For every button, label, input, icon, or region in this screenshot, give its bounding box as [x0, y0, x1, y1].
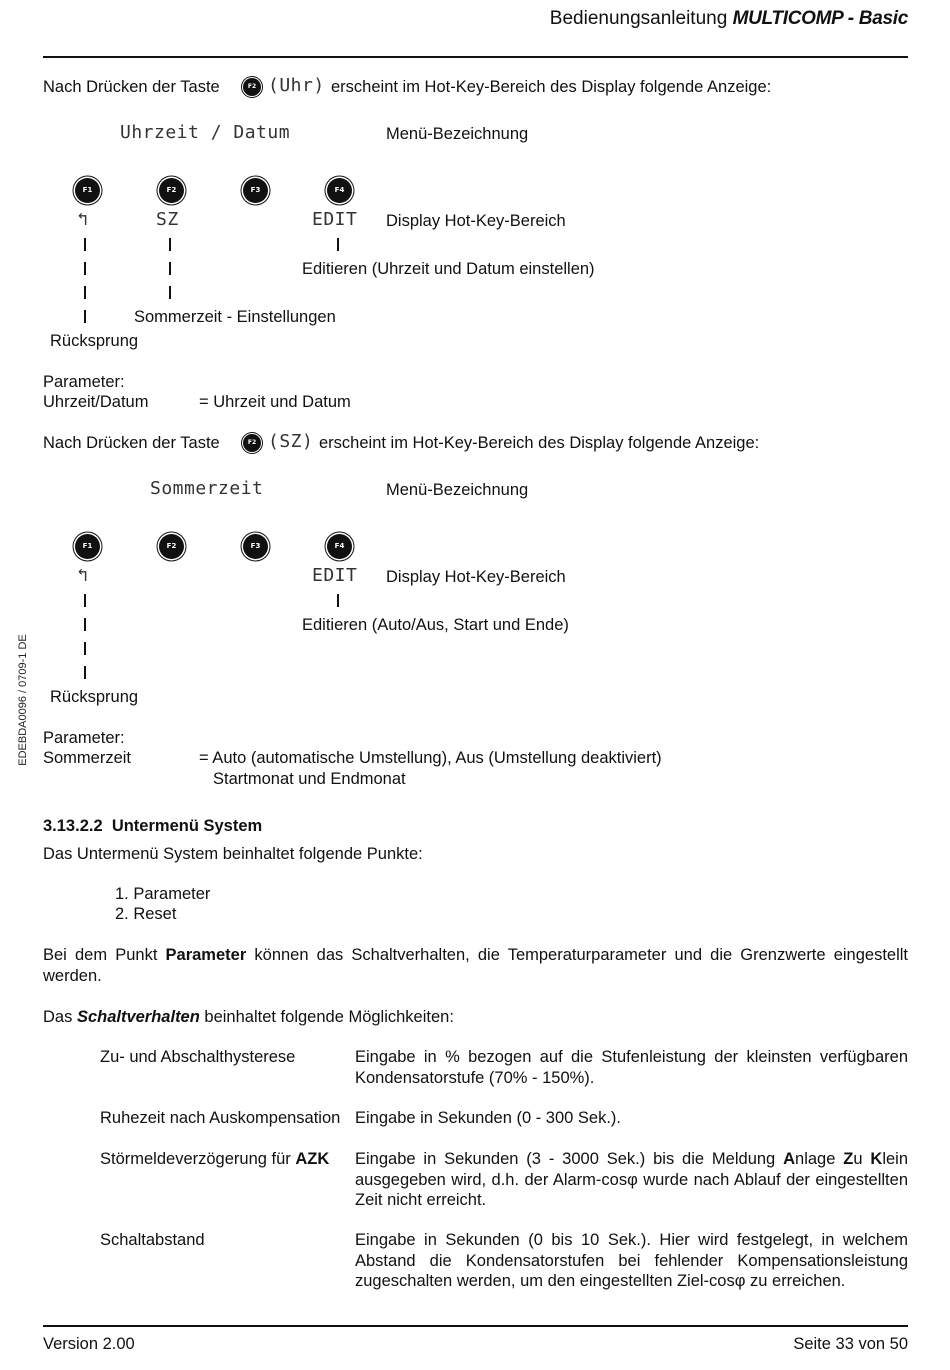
block1-hotkey-sz: SZ	[156, 209, 179, 230]
connector-line	[169, 238, 171, 251]
return-icon: ↰	[77, 209, 89, 230]
connector-line	[84, 594, 86, 607]
block2-param-heading: Parameter:	[43, 729, 125, 747]
block1-menu-label: Menü-Bezeichnung	[386, 125, 529, 143]
section-heading	[43, 816, 262, 836]
connector-line	[84, 642, 86, 655]
block2-param-value-1: = Auto (automatische Umstellung), Aus (Umstellung deaktiviert)	[199, 749, 662, 767]
paragraph-parameter	[43, 945, 908, 986]
footer-version: Version 2.00	[43, 1335, 135, 1353]
block2-menu-label: Menü-Bezeichnung	[386, 481, 529, 499]
connector-line	[84, 666, 86, 679]
f3-key-icon: F3	[243, 534, 268, 559]
f1-key-icon: F1	[75, 178, 100, 203]
block1-lcd-title: Uhrzeit / Datum	[120, 122, 291, 143]
block2-intro-before: Nach Drücken der Taste	[43, 434, 220, 452]
header-product-name: MULTICOMP - Basic	[732, 8, 908, 29]
option-label: Schaltabstand	[100, 1231, 205, 1249]
para2-bolditalic: Schaltverhalten	[76, 1008, 200, 1026]
option-label-bold: AZK	[295, 1150, 330, 1168]
list-item: 1. Parameter	[115, 885, 211, 903]
option-desc	[355, 1149, 908, 1211]
block1-edit-desc: Editieren (Uhrzeit und Datum einstellen)	[302, 260, 595, 278]
document-code: EDEBDA0096 / 0709-1 DE	[17, 634, 29, 766]
f2-key-icon: F2	[243, 434, 261, 452]
option-desc-text: u	[853, 1150, 871, 1168]
footer-page-number: Seite 33 von 50	[793, 1335, 908, 1353]
connector-line	[84, 238, 86, 251]
f1-key-icon: F1	[75, 534, 100, 559]
block2-hotkey-label: Display Hot-Key-Bereich	[386, 568, 566, 586]
block2-param-value-2: Startmonat und Endmonat	[213, 770, 406, 788]
block1-back-desc: Rücksprung	[50, 332, 139, 350]
option-label: Zu- und Abschalthysterese	[100, 1048, 296, 1066]
section-number: 3.13.2.2	[43, 817, 103, 835]
block1-intro-before: Nach Drücken der Taste	[43, 78, 220, 96]
connector-line	[84, 310, 86, 323]
header-title-main: Bedienungsanleitung	[549, 8, 728, 29]
list-item: 2. Reset	[115, 905, 177, 923]
option-desc-text: nlage	[795, 1150, 844, 1168]
block2-hotkey-edit: EDIT	[312, 565, 358, 586]
header-title	[550, 8, 908, 30]
f4-key-icon: F4	[327, 534, 352, 559]
return-icon: ↰	[77, 565, 89, 586]
footer-rule	[43, 1325, 908, 1327]
block1-sz-desc: Sommerzeit - Einstellungen	[134, 308, 336, 326]
para1-bold: Parameter	[165, 946, 247, 964]
option-desc-text: Eingabe in Sekunden (3 - 3000 Sek.) bis die Meldung	[355, 1150, 784, 1168]
connector-line	[84, 618, 86, 631]
option-label	[100, 1149, 329, 1169]
option-desc-bold: Z	[843, 1150, 854, 1168]
option-desc-bold: A	[783, 1150, 796, 1168]
option-desc: Eingabe in % bezogen auf die Stufenleistung der kleinsten verfügbaren Kondensatorstufe (70% - 150%).	[355, 1048, 908, 1087]
connector-line	[169, 262, 171, 275]
option-desc-text: lein ausgegeben wird, d.h. der Alarm-cosφ wurde nach Ablauf der eingestellten Zeit nicht erreicht.	[355, 1150, 908, 1209]
option-label-text: Störmeldeverzögerung für	[100, 1150, 296, 1168]
option-desc-bold: K	[870, 1150, 883, 1168]
block2-intro-after: erscheint im Hot-Key-Bereich des Display folgende Anzeige:	[319, 434, 760, 452]
connector-line	[84, 286, 86, 299]
para2-text-after: beinhaltet folgende Möglichkeiten:	[199, 1008, 454, 1026]
block1-param-heading: Parameter:	[43, 373, 125, 391]
para2-text: Das	[43, 1008, 77, 1026]
block2-lcd-title: Sommerzeit	[150, 478, 264, 499]
section-intro: Das Untermenü System beinhaltet folgende Punkte:	[43, 845, 423, 863]
block1-hotkey-edit: EDIT	[312, 209, 358, 230]
para1-text-after: können das Schaltverhalten, die Temperaturparameter und die Grenzwerte eingestellt werden.	[43, 946, 908, 985]
block2-back-desc: Rücksprung	[50, 688, 139, 706]
option-label: Ruhezeit nach Auskompensation	[100, 1109, 341, 1127]
connector-line	[169, 286, 171, 299]
block1-intro-lcd: (Uhr)	[268, 75, 325, 96]
option-desc: Eingabe in Sekunden (0 bis 10 Sek.). Hier wird festgelegt, in welchem Abstand die Kondensatorstufen bei fehlender Kompensationsleistung zugeschalten werden, um den eingestellten Ziel-cosφ zu erreichen.	[355, 1231, 908, 1290]
f4-key-icon: F4	[327, 178, 352, 203]
para1-text: Bei dem Punkt	[43, 946, 166, 964]
f2-key-icon: F2	[159, 534, 184, 559]
header-rule	[43, 56, 908, 58]
block1-param-value: = Uhrzeit und Datum	[199, 393, 351, 411]
connector-line	[84, 262, 86, 275]
f3-key-icon: F3	[243, 178, 268, 203]
connector-line	[337, 238, 339, 251]
connector-line	[337, 594, 339, 607]
f2-key-icon: F2	[243, 78, 261, 96]
block1-param-name: Uhrzeit/Datum	[43, 393, 149, 411]
block1-intro-after: erscheint im Hot-Key-Bereich des Display folgende Anzeige:	[331, 78, 772, 96]
block2-intro-lcd: (SZ)	[268, 431, 314, 452]
block1-hotkey-label: Display Hot-Key-Bereich	[386, 212, 566, 230]
block2-edit-desc: Editieren (Auto/Aus, Start und Ende)	[302, 616, 569, 634]
f2-key-icon: F2	[159, 178, 184, 203]
section-title: Untermenü System	[111, 817, 263, 835]
option-desc: Eingabe in Sekunden (0 - 300 Sek.).	[355, 1109, 622, 1127]
paragraph-schaltverhalten	[43, 1007, 454, 1027]
block2-param-name: Sommerzeit	[43, 749, 132, 767]
